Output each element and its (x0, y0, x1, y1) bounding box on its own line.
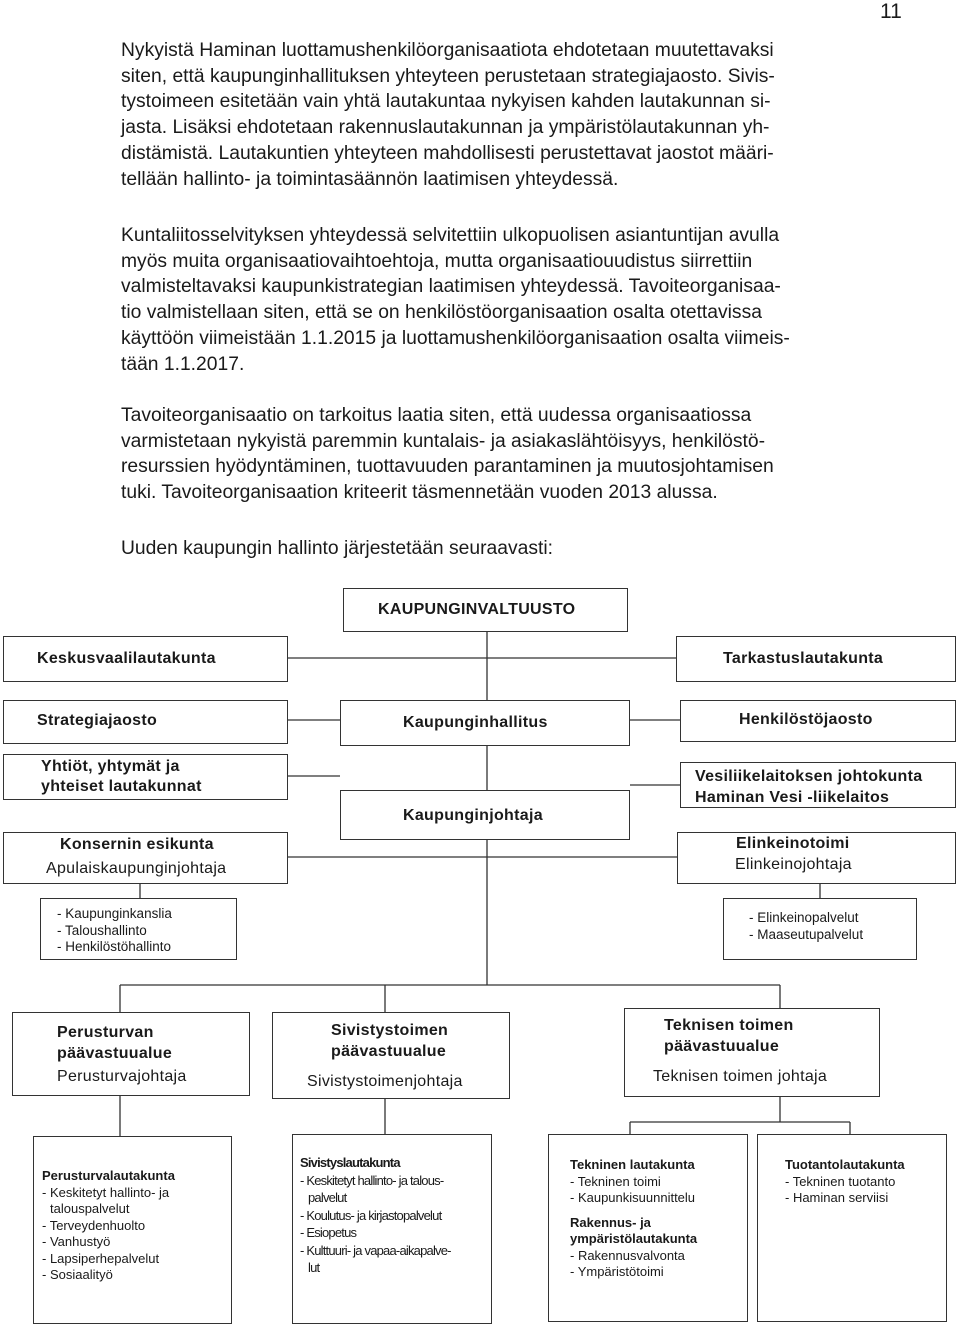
text-line: Haminan Vesi -liikelaitos (695, 789, 890, 806)
perusturvalautakunta-title: Perusturvalautakunta (42, 1168, 175, 1183)
text-line: tuki. Tavoiteorganisaation kriteerit täsmennetään vuoden 2013 alussa. (121, 482, 718, 504)
list-item: talouspalvelut (50, 1201, 130, 1216)
kaupunginjohtaja-box (340, 790, 630, 840)
list-item: - Kaupunkisuunnittelu (570, 1190, 696, 1205)
list-item: - Koulutus- ja kirjastopalvelut (300, 1207, 442, 1223)
kaupunginhallitus-box (340, 700, 630, 746)
text-line: Tavoiteorganisaatio on tarkoitus laatia siten, että uudessa organisaatiossa (121, 405, 752, 426)
sivistyslautakunta-box (292, 1134, 492, 1324)
tarkastus-box (676, 636, 956, 682)
konserni-sub: Apulaiskaupunginjohtaja (46, 860, 227, 877)
strategiajaosto-label: Strategiajaosto (37, 712, 158, 729)
text-line: tään 1.1.2017. (121, 353, 245, 375)
henkilostojaosto-label: Henkilöstöjaosto (739, 711, 873, 728)
list-item: - Ympäristötoimi (570, 1264, 664, 1279)
list-item: - Keskitetyt hallinto- ja talous- (300, 1172, 444, 1188)
text-line: Sivistystoimen (331, 1022, 449, 1039)
list-item: - Lapsiperhepalvelut (42, 1250, 160, 1266)
kanslia-list (57, 906, 172, 956)
tekninen-lautakunta-title: Tekninen lautakunta (570, 1157, 695, 1172)
kanslia-box (40, 898, 237, 960)
keskusvaali-label: Keskusvaalilautakunta (37, 650, 216, 667)
tekninen-title (664, 1015, 794, 1057)
elinkeino-sub: Elinkeinojohtaja (735, 856, 852, 873)
text-line: päävastuualue (57, 1045, 173, 1062)
tekninen-lautakunta-content (570, 1157, 697, 1281)
valtuusto-label: KAUPUNGINVALTUUSTO (378, 601, 576, 618)
rakennus-title: ympäristölautakunta (570, 1231, 698, 1246)
list-item: - Taloushallinto (57, 922, 147, 938)
text-line: päävastuualue (331, 1043, 447, 1060)
sivistyslautakunta-content (300, 1154, 451, 1277)
list-item: - Kulttuuri- ja vapaa-aikapalve- (300, 1242, 451, 1258)
text-line: Nykyistä Haminan luottamushenkilöorganisaatiota ehdotetaan muutettavaksi (121, 40, 774, 61)
text-line: Teknisen toimen (664, 1017, 794, 1034)
konserni-title: Konsernin esikunta (60, 836, 214, 853)
tarkastus-label: Tarkastuslautakunta (723, 650, 884, 667)
text-line: siten, että kaupunginhallituksen yhteyteen perustetaan strategiajaosto. Sivis- (121, 65, 775, 87)
tuotanto-title: Tuotantolautakunta (785, 1157, 905, 1172)
text-line: yhteiset lautakunnat (41, 778, 202, 795)
text-line: päävastuualue (664, 1038, 780, 1055)
text-line: varmistetaan nykyistä paremmin kuntalais- ja asiakaslähtöisyys, henkilöstö- (121, 430, 766, 452)
perusturvalautakunta-box (33, 1136, 232, 1324)
perusturva-sub: Perusturvajohtaja (57, 1068, 187, 1085)
elinkeino-list (749, 910, 863, 943)
list-item: - Esiopetus (300, 1225, 357, 1240)
text-line: resurssien hyödyntäminen, tuottavuuden parantaminen ja muutosjohtamisen (121, 456, 774, 478)
sivistyslautakunta-title: Sivistyslautakunta (300, 1155, 400, 1170)
list-item: - Vanhustyö (42, 1234, 111, 1249)
sivistys-sub: Sivistystoimenjohtaja (307, 1073, 463, 1090)
list-item: - Tekninen tuotanto (785, 1173, 896, 1189)
keskusvaali-box (3, 636, 288, 682)
valtuusto-box (343, 588, 628, 632)
text-line: Vesiliikelaitoksen johtokunta (695, 768, 923, 785)
tuotanto-content (785, 1157, 905, 1207)
text-line: tystoimeen esitetään vain yhtä lautakuntaa nykyisen kahden lautakunnan si- (121, 91, 771, 113)
yhtiot-label (41, 757, 202, 797)
list-item: - Tekninen toimi (570, 1173, 661, 1189)
list-item: - Henkilöstöhallinto (57, 939, 172, 954)
text-line: Perusturvan (57, 1024, 154, 1041)
text-line: myös muita organisaatiovaihtoehtoja, mutta organisaatiouudistus siirrettiin (121, 250, 753, 272)
sivistys-box (272, 1012, 510, 1099)
kaupunginhallitus-label: Kaupunginhallitus (403, 714, 548, 731)
tuotanto-box (757, 1134, 947, 1322)
list-item: - Elinkeinopalvelut (749, 910, 859, 925)
text-line: jasta. Lisäksi ehdotetaan rakennuslautakunnan ja ympäristölautakunnan yh- (121, 117, 770, 139)
list-item: - Rakennusvalvonta (570, 1247, 685, 1263)
perusturvalautakunta-content (42, 1168, 175, 1284)
list-item: - Sosiaalityö (42, 1267, 113, 1282)
konserni-box (3, 832, 288, 884)
tekninen-sub: Teknisen toimen johtaja (653, 1068, 828, 1085)
sivistys-title (331, 1020, 448, 1062)
list-item: - Keskitetyt hallinto- ja (42, 1184, 170, 1200)
strategiajaosto-box (3, 700, 288, 744)
list-item: - Terveydenhuolto (42, 1217, 146, 1233)
yhtiot-box (3, 754, 288, 800)
tekninen-box (624, 1008, 880, 1097)
text-line: distämistä. Lautakuntien yhteyteen mahdollisesti perustettavat jaostot määri- (121, 142, 774, 164)
elinkeino-list-box (723, 898, 917, 960)
page-number: 11 (880, 0, 902, 23)
perusturva-title (57, 1022, 172, 1064)
text-line: Kuntaliitosselvityksen yhteydessä selvitettiin ulkopuolisen asiantuntijan avulla (121, 225, 780, 246)
tekninen-lautakunta-box (548, 1134, 748, 1322)
kaupunginjohtaja-label: Kaupunginjohtaja (403, 807, 543, 824)
vesi-label (695, 766, 922, 808)
list-item: palvelut (308, 1190, 347, 1205)
list-item: - Haminan serviisi (785, 1190, 889, 1205)
perusturva-box (12, 1012, 250, 1096)
henkilostojaosto-box (680, 700, 956, 742)
list-item: - Kaupunginkanslia (57, 906, 172, 921)
elinkeino-title: Elinkeinotoimi (736, 835, 850, 852)
list-item: - Maaseutupalvelut (749, 926, 864, 942)
text-line: Uuden kaupungin hallinto järjestetään seuraavasti: (121, 538, 553, 559)
text-line: käyttöön viimeistään 1.1.2015 ja luottamushenkilöorganisaation osalta viimeis- (121, 327, 790, 349)
text-line: valmisteltavaksi kaupunkistrategian laatimisen yhteydessä. Tavoiteorganisaa- (121, 276, 781, 298)
text-line: tio valmistellaan siten, että se on henkilöstöorganisaation osalta otettavissa (121, 302, 762, 324)
list-item: lut (308, 1260, 320, 1275)
vesi-box (680, 762, 956, 808)
rakennus-title: Rakennus- ja (570, 1214, 651, 1230)
elinkeino-box (677, 832, 956, 884)
text-line: tellään hallinto- ja toimintasäännön laatimisen yhteydessä. (121, 168, 619, 190)
text-line: Yhtiöt, yhtymät ja (41, 758, 180, 775)
